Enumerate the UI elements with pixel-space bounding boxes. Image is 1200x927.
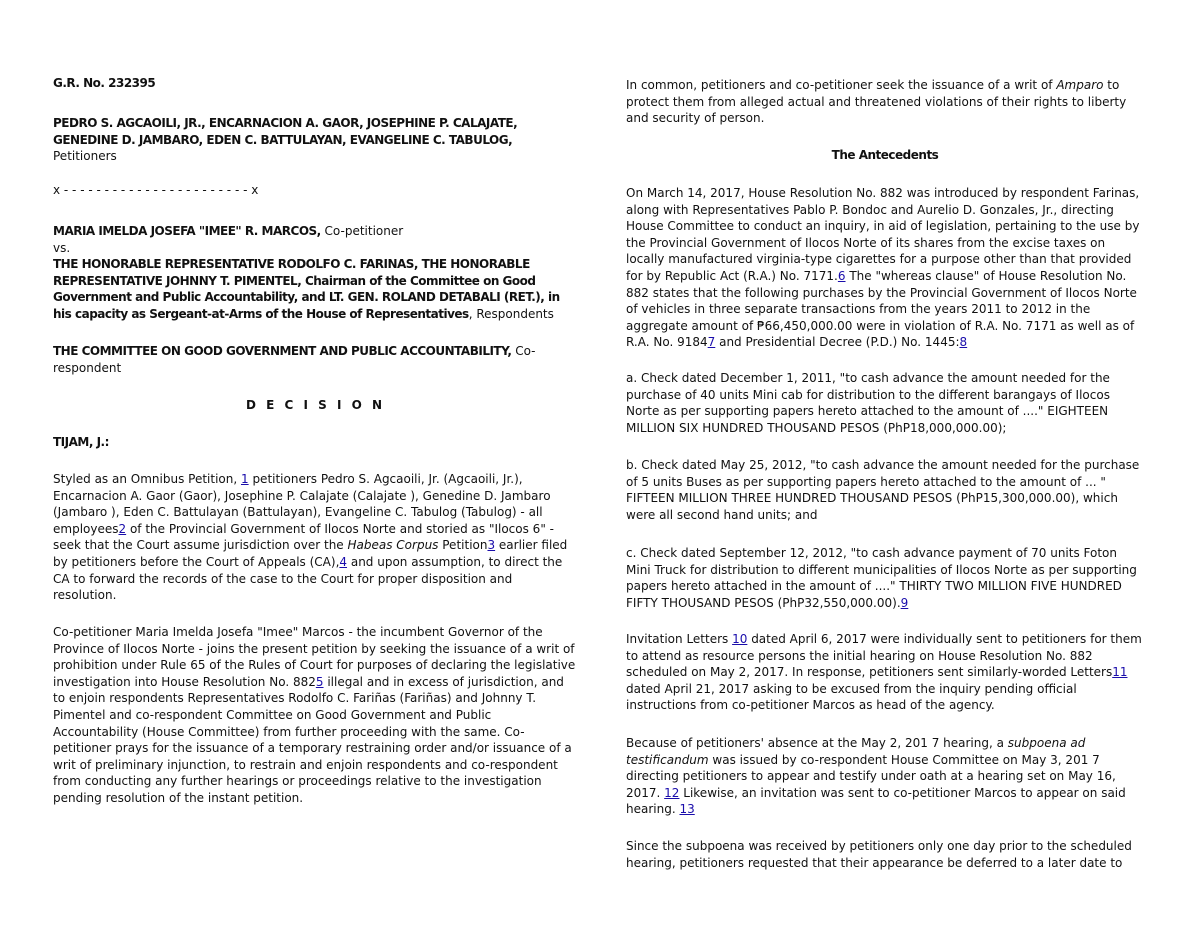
item-a: a. Check dated December 1, 2011, "to cash advance the amount needed for the purchase of 40 units Mini cab for distribution to the different barangays of Ilocos Norte as per supporting papers hereto attached to the amount of ...." EIGHTEEN MILLION SIX HUNDRED THOUSAND PESOS (PhP18,000,000.00);	[626, 371, 1110, 435]
footnote-link-5[interactable]: 5	[315, 674, 324, 689]
footnote-link-7[interactable]: 7	[707, 335, 716, 350]
corespondent-caption	[53, 343, 578, 376]
item-b: b. Check dated May 25, 2012, "to cash advance the amount needed for the purchase of 5 units Buses as per supporting papers hereto attached to the amount of ... " FIFTEEN MILLION THREE HUNDRED THOUSAND PESOS (PhP15,300,000.00), which were all second hand units; and	[626, 458, 1140, 522]
copetitioner-caption	[53, 223, 578, 240]
item-c: c. Check dated September 12, 2012, "to cash advance payment of 70 units Foton Mini Truck for distribution to different municipalities of Ilocos Norte as per supporting papers hereto attached in the amount of ...." THIRTY TWO MILLION FIVE HUNDRED FIFTY THOUSAND PESOS (PhP32,550,000.00).9	[626, 546, 1137, 610]
decision-heading: D E C I S I O N	[245, 398, 386, 412]
respondents-names: THE HONORABLE REPRESENTATIVE RODOLFO C. FARINAS, THE HONORABLE REPRESENTATIVE JOHNNY T. PIMENTEL, Chairman of the Committee on Good Government and Public Accountability, and LT. GEN. ROLAND DETABALI (RET.), in his capacity as Sergeant-at-Arms of the House of Representatives	[53, 257, 560, 321]
respondents-caption	[53, 256, 578, 322]
paragraph-subpoena: Because of petitioners' absence at the May 2, 201 7 hearing, a subpoena ad testificandum was issued by co-respondent House Committee on May 3, 201 7 directing petitioners to appear and testify under oath at a hearing set on May 16, 2017. 12 Likewise, an invitation was sent to co-petitioner Marcos to appear on said hearing. 13	[626, 736, 1126, 817]
footnote-link-10[interactable]: 10	[732, 632, 748, 646]
petitioners-role: Petitioners	[53, 149, 117, 164]
versus: vs.	[53, 240, 71, 255]
footnote-link-3[interactable]: 3	[487, 538, 496, 553]
paragraph-in-common: In common, petitioners and co-petitioner seek the issuance of a writ of Amparo to protect them from alleged actual and threatened violations of their rights to liberty and security of person.	[626, 78, 1127, 126]
habeas-corpus-italic: Habeas Corpus	[347, 538, 439, 553]
paragraph-omnibus-petition: Styled as an Omnibus Petition, 1 petitioners Pedro S. Agcaoili, Jr. (Agcaoili, Jr.), Encarnacion A. Gaor (Gaor), Josephine P. Calajate (Calajate ), Genedine D. Jambaro (Jambaro ), Eden C. Battulayan (Battulayan), Evangeline C. Tabulog (Tabulog) - all employees2 of the Provincial Government of Ilocos Norte and storied as "Ilocos 6" - seek that the Court assume jurisdiction over the Habeas Corpus Petition3 earlier filed by petitioners before the Court of Appeals (CA),4 and upon assumption, to direct the CA to forward the records of the case to the Court for proper disposition and resolution.	[53, 472, 568, 603]
copetitioner-name: MARIA IMELDA JOSEFA "IMEE" R. MARCOS,	[53, 224, 321, 238]
footnote-link-11[interactable]: 11	[1112, 665, 1128, 680]
antecedents-heading: The Antecedents	[831, 148, 939, 162]
corespondent-name: THE COMMITTEE ON GOOD GOVERNMENT AND PUBLIC ACCOUNTABILITY,	[53, 344, 512, 358]
footnote-link-6[interactable]: 6	[837, 268, 846, 283]
subpoena-italic: subpoena ad testificandum	[626, 736, 1086, 767]
corespondent-role: Co-respondent	[53, 344, 536, 375]
footnote-link-12[interactable]: 12	[664, 785, 680, 800]
footnote-link-1[interactable]: 1	[240, 472, 249, 486]
ponente: TIJAM, J.:	[53, 435, 109, 449]
paragraph-since-subpoena: Since the subpoena was received by petitioners only one day prior to the scheduled hearing, petitioners requested that their appearance be deferred to a later date to	[626, 839, 1132, 870]
caption-separator: x - - - - - - - - - - - - - - - - - - - - - - - x	[53, 183, 259, 197]
petitioners-names: PEDRO S. AGCAOILI, JR., ENCARNACION A. GAOR, JOSEPHINE P. CALAJATE, GENEDINE D. JAMBARO, EDEN C. BATTULAYAN, EVANGELINE C. TABULOG,	[53, 116, 518, 147]
paragraph-copetitioner: Co-petitioner Maria Imelda Josefa "Imee" Marcos - the incumbent Governor of the Province of Ilocos Norte - joins the present petition by seeking the issuance of a writ of prohibition under Rule 65 of the Rules of Court for purposes of declaring the legislative investigation into House Resolution No. 8825 illegal and in excess of jurisdiction, and to enjoin respondents Representatives Rodolfo C. Fariñas (Fariñas) and Johnny T. Pimentel and co-respondent Committee on Good Government and Public Accountability (House Committee) from further proceeding with the same. Co-petitioner prays for the issuance of a temporary restraining order and/or issuance of a writ of preliminary injunction, to restrain and enjoin respondents and co-respondent from conducting any further hearings or proceedings relative to the investigation pending resolution of the instant petition.	[53, 625, 576, 805]
footnote-link-13[interactable]: 13	[679, 802, 695, 817]
footnote-link-4[interactable]: 4	[339, 554, 348, 569]
paragraph-invitation-letters: Invitation Letters 10 dated April 6, 2017 were individually sent to petitioners for them to attend as resource persons the initial hearing on House Resolution No. 882 scheduled on May 2, 2017. In response, petitioners sent similarly-worded Letters11 dated April 21, 2017 asking to be excused from the inquiry pending official instructions from co-petitioner Marcos as head of the agency.	[626, 632, 1142, 713]
copetitioner-role: Co-petitioner	[320, 224, 404, 238]
footnote-link-8[interactable]: 8	[959, 335, 968, 350]
footnote-link-9[interactable]: 9	[900, 595, 909, 610]
petitioners-caption	[53, 115, 578, 165]
respondents-role: , Respondents	[468, 306, 554, 321]
gr-number: G.R. No. 232395	[53, 76, 156, 90]
footnote-link-2[interactable]: 2	[118, 521, 127, 536]
paragraph-house-resolution: On March 14, 2017, House Resolution No. 882 was introduced by respondent Farinas, along with Representatives Pablo P. Bondoc and Aurelio D. Gonzales, Jr., directing House Committee to conduct an inquiry, in aid of legislation, pertaining to the use by the Provincial Government of Ilocos Norte of its shares from the excise taxes on locally manufactured virginia-type cigarettes for a purpose other than that provided for by Republic Act (R.A.) No. 7171.6 The "whereas clause" of House Resolution No. 882 states that the following purchases by the Provincial Government of Ilocos Norte of vehicles in three separate transactions from the years 2011 to 2012 in the aggregate amount of ₱66,450,000.00 were in violation of R.A. No. 7171 as well as of R.A. No. 91847 and Presidential Decree (P.D.) No. 1445:8	[626, 186, 1140, 350]
amparo-italic: Amparo	[1056, 78, 1104, 92]
